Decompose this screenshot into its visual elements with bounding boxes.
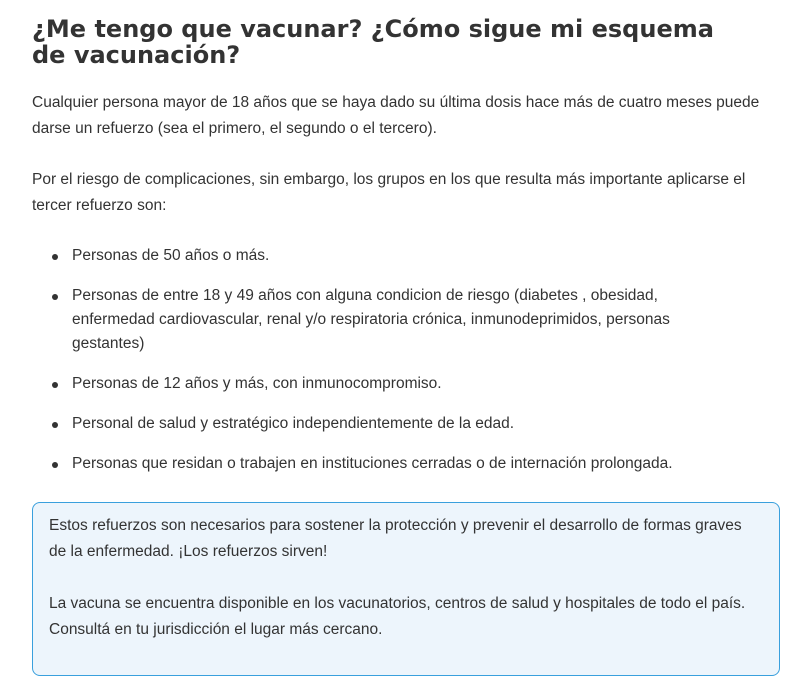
risk-groups-intro: Por el riesgo de complicaciones, sin embargo, los grupos en los que resulta más importante aplicarse el tercer refuerzo son: (32, 171, 746, 214)
bullet-icon (52, 462, 58, 468)
info-paragraph-disponibilidad: La vacuna se encuentra disponible en los vacunatorios, centros de salud y hospitales de todo el país. Consultá en tu jurisdicción el lugar más cercano. (49, 595, 746, 638)
list-item-text: Personal de salud y estratégico independientemente de la edad. (72, 415, 515, 432)
page-title: ¿Me tengo que vacunar? ¿Cómo sigue mi esquema de vacunación? (32, 15, 714, 69)
bullet-icon (52, 422, 58, 428)
list-item (32, 412, 722, 436)
bullet-icon (52, 294, 58, 300)
list-item (32, 372, 722, 396)
risk-groups-list (32, 244, 784, 476)
list-item-text: Personas de 12 años y más, con inmunocompromiso. (72, 375, 442, 392)
bullet-icon (52, 254, 58, 260)
bullet-icon (52, 382, 58, 388)
list-item (32, 452, 722, 476)
list-item-text: Personas que residan o trabajen en instituciones cerradas o de internación prolongada. (72, 455, 673, 472)
list-item (32, 244, 722, 268)
info-callout (32, 502, 780, 676)
list-item-text: Personas de entre 18 y 49 años con alguna condicion de riesgo (diabetes , obesidad, enfermedad cardiovascular, renal y/o respiratoria crónica, inmunodeprimidos, personas gestantes) (72, 287, 670, 352)
list-item-text: Personas de 50 años o más. (72, 247, 270, 264)
list-item (32, 284, 722, 356)
info-paragraph-refuerzos: Estos refuerzos son necesarios para sostener la protección y prevenir el desarrollo de formas graves de la enfermedad. ¡Los refuerzos sirven! (49, 517, 742, 560)
intro-paragraph: Cualquier persona mayor de 18 años que se haya dado su última dosis hace más de cuatro meses puede darse un refuerzo (sea el primero, el segundo o el tercero). (32, 94, 760, 137)
